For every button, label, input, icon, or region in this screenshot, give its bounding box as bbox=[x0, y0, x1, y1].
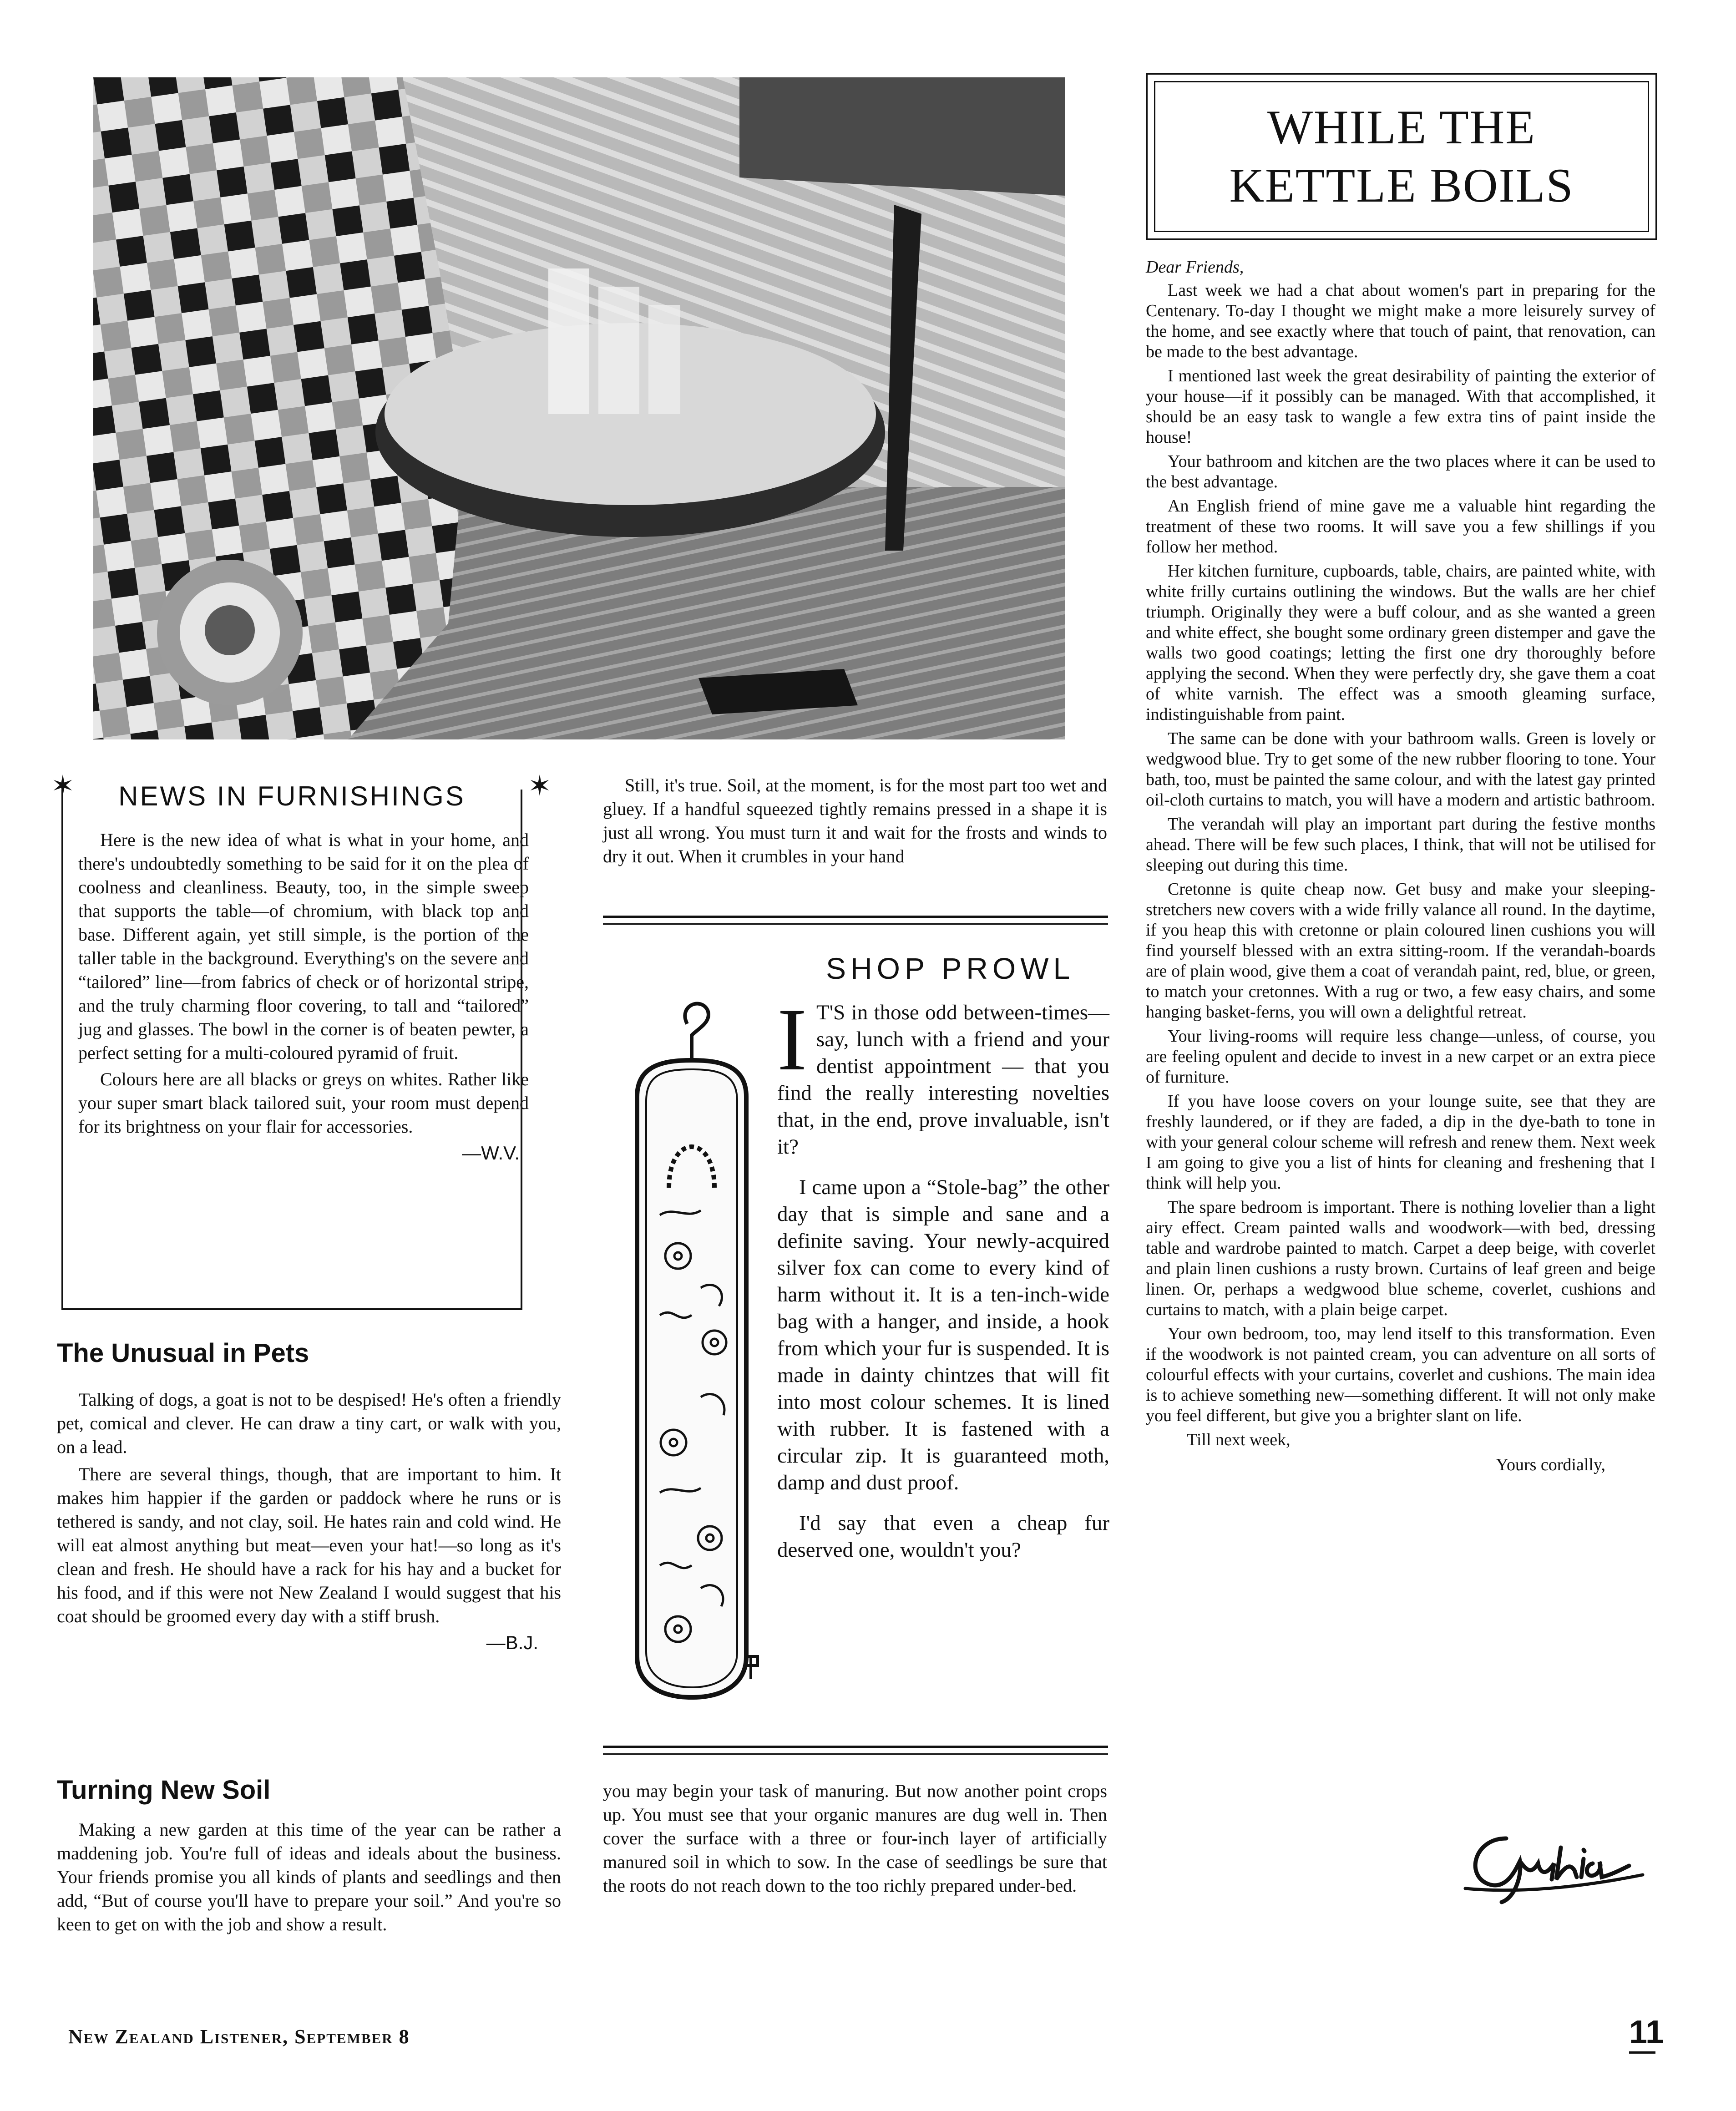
kettle-paragraph: The spare bedroom is important. There is nothing lovelier than a light airy effect. Cream painted walls and woodwork—with bed, dressing table and wardrobe painted to match. Carpet a deep beige, with coverlet and plain linen cushions a rusty brown. Curtains of leaf green and beige linen. Or, perhaps a wedgwood blue scheme, coverlet, cushions and curtains to match, with a plain beige carpet. bbox=[1146, 1198, 1655, 1319]
kettle-paragraph: I mentioned last week the great desirability of painting the exterior of your house—if it possibly can be managed. With that accomplished, it should be an easy task to wangle a few extra tins of paint inside the house! bbox=[1146, 366, 1655, 447]
kettle-paragraph: Your bathroom and kitchen are the two places where it can be used to the best advantage. bbox=[1146, 452, 1655, 491]
kettle-till-next: Till next week, bbox=[1187, 1430, 1291, 1449]
kettle-title-line1: WHILE THE bbox=[1267, 101, 1536, 154]
soil-continuation-top bbox=[603, 774, 1107, 868]
soil-body bbox=[57, 1818, 561, 1936]
kettle-title bbox=[1229, 98, 1574, 215]
soil-continuation-bottom bbox=[603, 1779, 1107, 1898]
soil-paragraph: Making a new garden at this time of the year can be rather a maddening job. You're full of ideas and ideals about the business. Your friends promise you all kinds of plants and seedlings and then add, “But of course you'll have to prepare your soil.” And you're so keen to get on with the job and show a result. bbox=[57, 1819, 561, 1934]
signature-cynthia bbox=[1447, 1820, 1656, 1916]
shop-body bbox=[777, 990, 1109, 1577]
kettle-column bbox=[1146, 257, 1655, 1475]
kettle-paragraph: Her kitchen furniture, cupboards, table, chairs, are painted white, with white frilly curtains outlining the windows. But the walls are her chief triumph. Originally they were a buff colour, and as she wanted a green and white effect, she bought some ordinary green distemper and gave the walls two good coatings; letting the first one dry thoroughly before applying the second. When they were perfectly dry, she gave them a coat of white varnish. The effect was a smooth gleaming surface, indistinguishable from paint. bbox=[1146, 562, 1655, 724]
star-ornament: ✶ bbox=[528, 771, 552, 802]
furnishings-photo bbox=[93, 77, 1065, 739]
page-number: 11 bbox=[1629, 2014, 1664, 2050]
kettle-greeting: Dear Friends, bbox=[1146, 258, 1244, 277]
kettle-paragraph: Last week we had a chat about women's part in preparing for the Centenary. To-day I thought we might make a more leisurely survey of the home, and see exactly where that touch of paint, that renovation, can be made to the best advantage. bbox=[1146, 281, 1655, 361]
kettle-paragraph: If you have loose covers on your lounge suite, see that they are freshly laundered, or if they are faded, a dip in the dye-bath to tone in with your general colour scheme will refresh and renew them. Next week I am going to give you a list of hints for cleaning and freshening that I think will help you. bbox=[1146, 1092, 1655, 1193]
kettle-paragraph: An English friend of mine gave me a valuable hint regarding the treatment of these two rooms. It will save you a few shillings if you follow her method. bbox=[1146, 496, 1655, 557]
pets-paragraph: There are several things, though, that are important to him. It makes him happier if the garden or paddock where he runs or is tethered is sandy, and not clay, soil. He hates rain and cold wind. He will eat almost anything but meat—even your hat!—so long as it's clean and fresh. He should have a rack for his hay and a bucket for his food, and if this were not New Zealand I would suggest that his coat should be groomed every day with a stiff brush. bbox=[57, 1464, 561, 1626]
news-title: NEWS IN FURNISHINGS bbox=[118, 781, 466, 811]
kettle-paragraph: The verandah will play an important part during the festive months ahead. There will be few such places, I think, that will not be utilised for sleeping out during this time. bbox=[1146, 815, 1655, 875]
section-divider bbox=[603, 1746, 1108, 1755]
kettle-title-box bbox=[1146, 73, 1657, 240]
soil-continuation-text: Still, it's true. Soil, at the moment, is for the most part too wet and gluey. If a handful squeezed tightly remains pressed in a shape it is just all wrong. You must turn it and wait for the frosts and winds to dry it out. When it crumbles in your hand bbox=[603, 775, 1107, 866]
shop-paragraph bbox=[777, 990, 1109, 1160]
kettle-paragraph: The same can be done with your bathroom walls. Green is lovely or wedgwood blue. Try to get some of the new rubber flooring to tone. Your bath, too, must be painted the same colour, and with the latest gay printed oil-cloth curtains to match, you will have a modern and artistic bathroom. bbox=[1146, 729, 1655, 810]
soil-continuation-text: you may begin your task of manuring. But now another point crops up. You must see that your organic manures are dug well in. Then cover the surface with a three or four-inch layer of artificially manured soil in which to sow. In the case of seedlings be sure that the roots do not reach down to the too richly prepared under-bed. bbox=[603, 1781, 1107, 1896]
pets-title: The Unusual in Pets bbox=[57, 1338, 309, 1368]
shop-paragraph-text: T'S in those odd between-times—say, lunch with a friend and your dentist appointment — that you find the really interesting novelties that, in the end, prove invaluable, isn't it? bbox=[777, 1001, 1109, 1159]
section-divider bbox=[603, 916, 1108, 925]
pets-paragraph: Talking of dogs, a goat is not to be despised! He's often a friendly pet, comical and clever. He can draw a tiny cart, or walk with you, on a lead. bbox=[57, 1389, 561, 1457]
kettle-title-line2: KETTLE BOILS bbox=[1229, 159, 1574, 212]
pets-body bbox=[57, 1388, 561, 1654]
shop-title: SHOP PROWL bbox=[826, 952, 1075, 985]
pets-signature: —B.J. bbox=[486, 1632, 538, 1653]
kettle-paragraph: Cretonne is quite cheap now. Get busy and make your sleeping-stretchers new covers with a wide frilly valance all round. In the daytime, if you heap this with cretonne or plain coloured linen cushions you will find yourself blessed with an extra sitting-room. If the verandah-boards are of plain wood, give them a coat of verandah paint, red, blue, or green, to match your cretonnes. With a rug or two, a few easy chairs, and some hanging basket-ferns, you will own a delightful retreat. bbox=[1146, 880, 1655, 1022]
stole-bag-illustration bbox=[610, 997, 774, 1720]
soil-title: Turning New Soil bbox=[57, 1775, 271, 1805]
kettle-paragraph: Your own bedroom, too, may lend itself to this transformation. Even if the woodwork is not painted cream, you can adventure on all sorts of colourful effects with your curtains, coverlet and cushions. The main idea is to achieve something new—something different. It will not only make you feel different, but give you a brighter slant on life. bbox=[1146, 1324, 1655, 1425]
news-signature: —W.V. bbox=[462, 1142, 520, 1164]
news-paragraph: Colours here are all blacks or greys on whites. Rather like your super smart black tailored suit, your room must depend for its brightness on your flair for accessories. bbox=[78, 1069, 529, 1137]
news-paragraph: Here is the new idea of what is what in your home, and there's undoubtedly something to be said for it on the plea of coolness and cleanliness. Beauty, too, in the simple sweep that supports the table—of chromium, with black top and base. Different again, yet still simple, is the portion of the taller table in the background. Everything's on the severe and “tailored” line—from fabrics of check or of horizontal stripe, and the truly charming floor covering, to tall and “tailored” jug and glasses. The bowl in the corner is of beaten pewter, a perfect setting for a multi-coloured pyramid of fruit. bbox=[78, 830, 529, 1063]
kettle-closing: Yours cordially, bbox=[1496, 1455, 1605, 1474]
drop-cap-space bbox=[777, 999, 816, 1072]
page-number-underline bbox=[1629, 2051, 1655, 2054]
star-ornament: ✶ bbox=[51, 771, 75, 802]
kettle-paragraph: Your living-rooms will require less change—unless, of course, you are feeling opulent and decide to invest in a new carpet or an extra piece of furniture. bbox=[1146, 1027, 1655, 1087]
drop-cap: I bbox=[777, 990, 807, 1089]
publication-footer: New Zealand Listener, September 8 bbox=[68, 2025, 410, 2048]
shop-paragraph: I'd say that even a cheap fur deserved one, wouldn't you? bbox=[777, 1511, 1109, 1562]
shop-paragraph: I came upon a “Stole-bag” the other day that is simple and sane and a definite saving. Your newly-acquired silver fox can come to every kind of harm without it. It is a ten-inch-wide bag with a hanger, and inside, a hook from which your fur is suspended. It is made in dainty chintzes that will fit into most colour schemes. It is lined with rubber. It is fastened with a circular zip. It is guaranteed moth, damp and dust proof. bbox=[777, 1175, 1109, 1494]
news-body bbox=[78, 828, 529, 1164]
